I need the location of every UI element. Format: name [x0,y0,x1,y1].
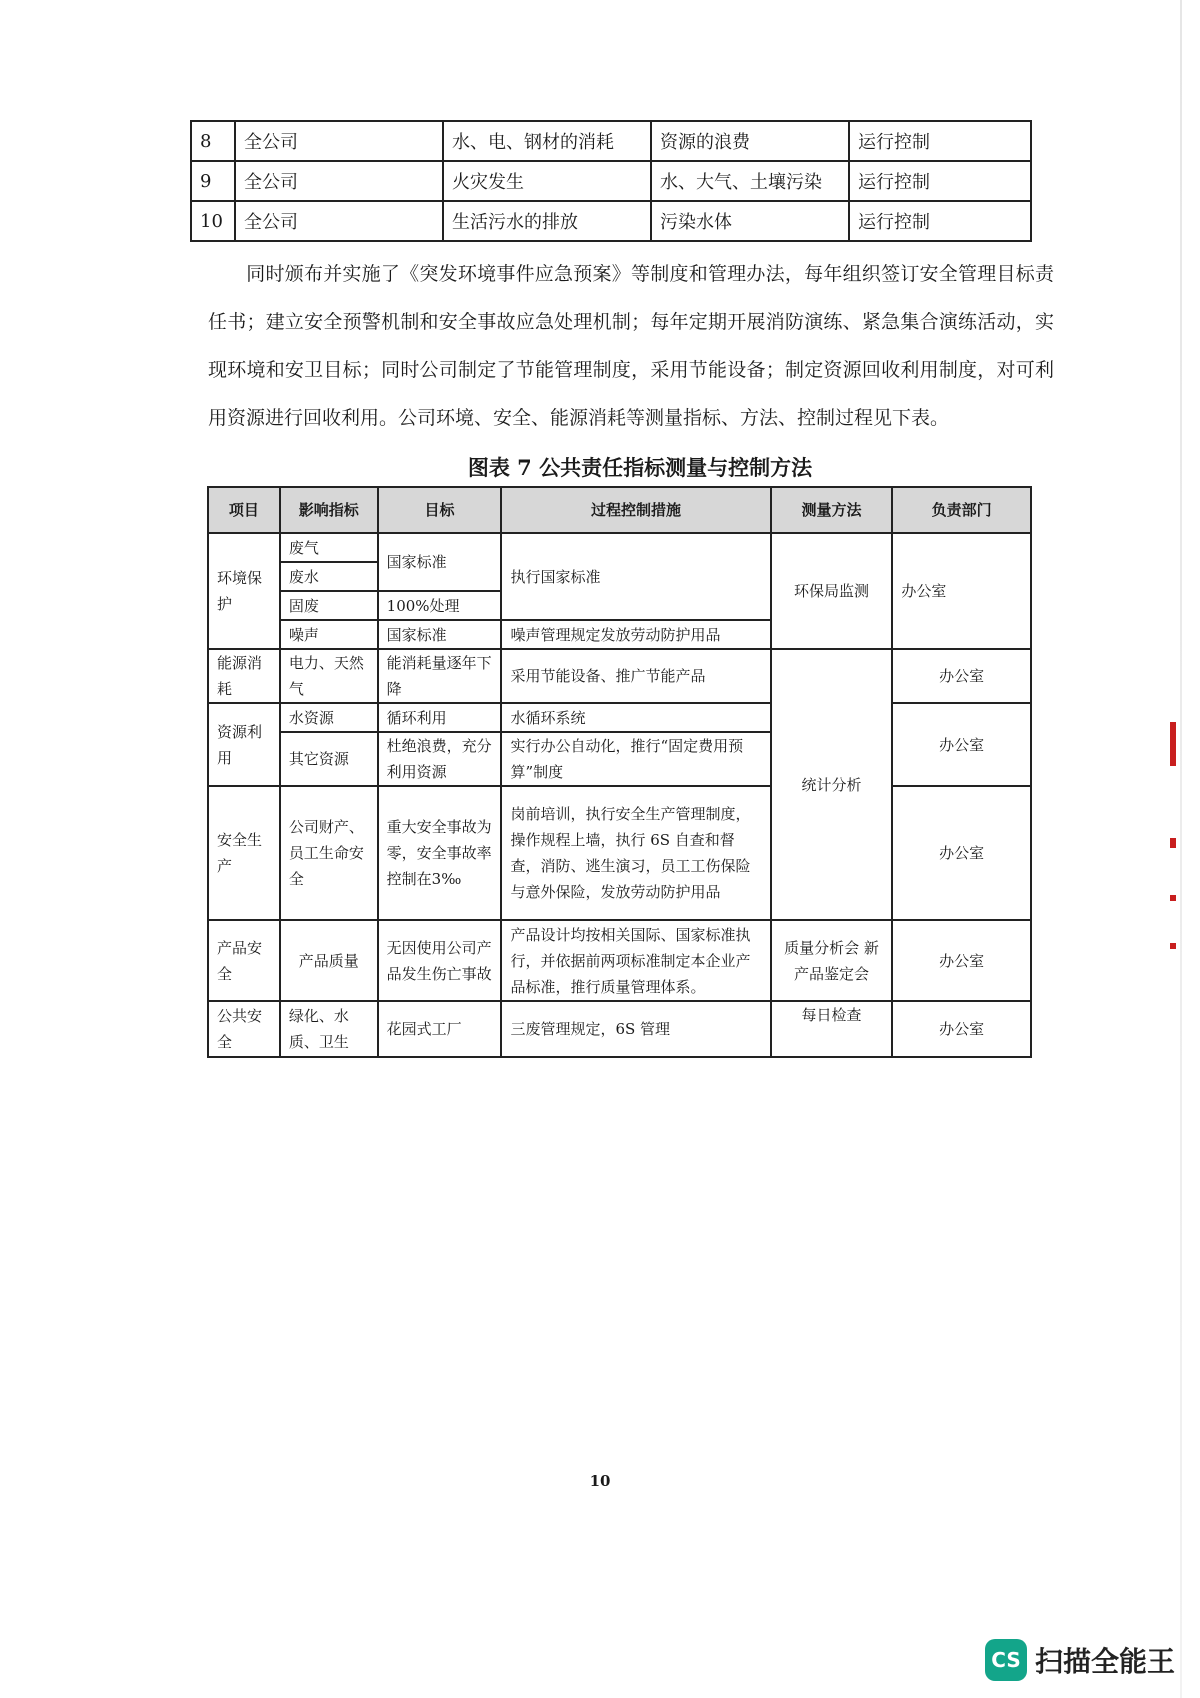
header-cell: 目标 [378,487,502,533]
watermark-text: 扫描全能王 [1035,1645,1176,1678]
target-cell: 花园式工厂 [378,1001,502,1057]
method-cell: 环保局监测 [771,533,893,649]
method-cell: 质量分析会 新产品鉴定会 [771,920,893,1001]
table-cell: 9 [191,161,235,201]
dept-cell: 办公室 [892,786,1031,920]
dept-cell: 办公室 [892,703,1031,786]
red-stamp-mark [1170,722,1176,766]
measure-cell: 采用节能设备、推广节能产品 [501,649,770,703]
project-cell: 资源利用 [208,703,280,786]
table-cell: 全公司 [235,121,443,161]
measure-cell: 噪声管理规定发放劳动防护用品 [501,620,770,649]
target-cell: 杜绝浪费，充分利用资源 [378,732,502,786]
method-cell: 每日检查 [771,1001,893,1057]
page-number: 10 [589,1472,611,1490]
table-cell: 生活污水的排放 [443,201,651,241]
table-header-row [208,487,1031,533]
header-cell: 影响指标 [280,487,378,533]
header-cell: 项目 [208,487,280,533]
indicator-cell: 废气 [280,533,378,562]
table-cell: 运行控制 [849,161,1031,201]
project-cell: 安全生产 [208,786,280,920]
table-row [191,201,1031,241]
header-cell: 过程控制措施 [501,487,770,533]
measure-cell: 产品设计均按相关国际、国家标准执行，并依据前两项标准制定本企业产品标准，推行质量管理体系。 [501,920,770,1001]
measure-cell: 岗前培训，执行安全生产管理制度，操作规程上墙，执行 6S 自查和督查，消防、逃生演习，员工工伤保险与意外保险，发放劳动防护用品 [501,786,770,920]
table-row [208,1001,1031,1057]
paragraph-text: 同时颁布并实施了《突发环境事件应急预案》等制度和管理办法，每年组织签订安全管理目标责任书；建立安全预警机制和安全事故应急处理机制；每年定期开展消防演练、紧急集合演练活动，实现环境和安卫目标；同时公司制定了节能管理制度，采用节能设备；制定资源回收利用制度，对可利用资源进行回收利用。公司环境、安全、能源消耗等测量指标、方法、控制过程见下表。 [208,263,1054,429]
indicator-cell: 绿化、水质、卫生 [280,1001,378,1057]
header-cell: 测量方法 [771,487,893,533]
red-stamp-mark [1170,895,1176,901]
indicator-cell: 水资源 [280,703,378,732]
indicator-cell: 固废 [280,591,378,620]
table-cell: 8 [191,121,235,161]
target-cell: 能消耗量逐年下降 [378,649,502,703]
dept-cell: 办公室 [892,533,1031,649]
measure-cell: 执行国家标准 [501,533,770,620]
target-cell: 重大安全事故为零，安全事故率控制在3‰ [378,786,502,920]
body-paragraph [208,250,1054,442]
indicator-cell: 废水 [280,562,378,591]
table-caption: 图表 7 公共责任指标测量与控制方法 [467,455,813,480]
header-cell: 负责部门 [892,487,1031,533]
table-row [208,533,1031,562]
method-cell: 统计分析 [771,649,893,920]
indicator-cell: 噪声 [280,620,378,649]
table-cell: 运行控制 [849,121,1031,161]
table-cell: 水、大气、土壤污染 [651,161,849,201]
measure-cell: 水循环系统 [501,703,770,732]
table-row [208,703,1031,732]
table-row [191,121,1031,161]
table-row [208,920,1031,1001]
table-cell: 资源的浪费 [651,121,849,161]
page-edge [1180,0,1182,1698]
table-row [191,161,1031,201]
target-cell: 国家标准 [378,620,502,649]
measure-cell: 实行办公自动化，推行“固定费用预算”制度 [501,732,770,786]
table-cell: 污染水体 [651,201,849,241]
red-stamp-mark [1170,943,1176,949]
indicator-cell: 电力、天然气 [280,649,378,703]
target-cell: 100%处理 [378,591,502,620]
indicator-cell: 公司财产、员工生命安全 [280,786,378,920]
measure-cell: 三废管理规定，6S 管理 [501,1001,770,1057]
target-cell: 无因使用公司产品发生伤亡事故 [378,920,502,1001]
aspect-table-continued [190,120,1032,242]
target-cell: 循环利用 [378,703,502,732]
table-cell: 水、电、钢材的消耗 [443,121,651,161]
table-cell: 10 [191,201,235,241]
indicator-cell: 产品质量 [280,920,378,1001]
dept-cell: 办公室 [892,1001,1031,1057]
camscanner-watermark [985,1636,1175,1684]
project-cell: 环境保护 [208,533,280,649]
table-row [208,786,1031,920]
project-cell: 公共安全 [208,1001,280,1057]
public-responsibility-table [207,486,1032,1058]
project-cell: 能源消耗 [208,649,280,703]
table-row [208,649,1031,703]
project-cell: 产品安全 [208,920,280,1001]
camscanner-icon: CS [985,1639,1027,1681]
dept-cell: 办公室 [892,920,1031,1001]
table-cell: 运行控制 [849,201,1031,241]
table-cell: 火灾发生 [443,161,651,201]
red-stamp-mark [1170,838,1176,848]
indicator-cell: 其它资源 [280,732,378,786]
table-cell: 全公司 [235,201,443,241]
dept-cell: 办公室 [892,649,1031,703]
table-cell: 全公司 [235,161,443,201]
target-cell: 国家标准 [378,533,502,591]
